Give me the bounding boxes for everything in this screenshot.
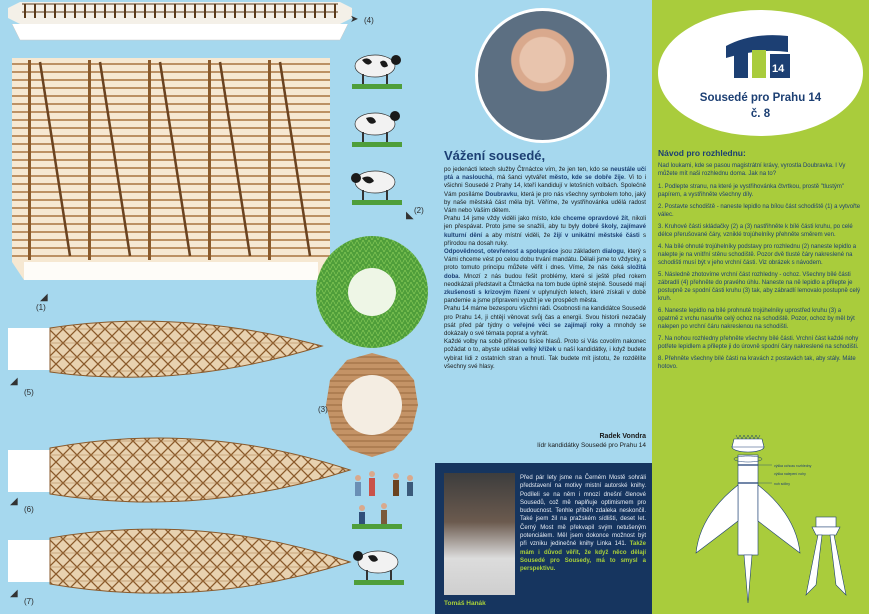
cow-figure	[351, 171, 402, 205]
instructions-title: Návod pro rozhlednu:	[658, 148, 746, 158]
diagram-label-legs: noh sdílny	[774, 482, 790, 486]
assembly-diagram	[660, 425, 860, 611]
scissors-arrow-icon: ➤	[350, 14, 359, 25]
letter-body	[444, 166, 646, 371]
logo-number: 14	[772, 63, 785, 75]
cow-figure	[353, 551, 404, 585]
people-figures	[352, 471, 413, 529]
signature-role: lídr kandidátky Sousedé pro Prahu 14	[537, 442, 646, 449]
piece-label-6: (6)	[24, 505, 34, 514]
testimonial-photo	[444, 473, 515, 595]
cow-figure	[352, 111, 402, 147]
letter-paragraph: po jedenácti letech služby Čtrnáctce vím, že jen ten, kdo se neustále učí ptá a naslouchá, má šanci vytvářet město, kde se dobře žije. Vi to i všichni Sousedé z Prahy 14, kteří kandidují v letošních volbách. Společně Vám posíláme Doubravku, která je pro nás všechny symbolem toho, jaký by naše městská část měla být. Věříme, že vystřihovánka udělá radost Vám nebo Vašim dětem.	[444, 166, 646, 215]
diagram-label-upper: výška ochozu rozhledny	[774, 464, 812, 468]
letter-paragraph: Každé volby na sobě přinesou tisíce hlasů. Proto si Vás covolím nakonec požádat o to, abyste udělali velký křížek u naší kandidátky, i když budete vybírat lidi z ostatních stran a hnutí. Tak budete mít jistotu, že rozdělíte všechny své hlasy.	[444, 338, 646, 370]
scissors-arrow-icon: ◢	[10, 376, 18, 387]
railing-piece	[8, 2, 352, 40]
scissors-arrow-icon: ◢	[10, 496, 18, 507]
instruction-step: 6. Naneste lepidlo na bílé prohnuté trojúhelníky uprostřed kruhu (3) a opatrně z vrchu nasuňte celý ochoz na schodiště. Pozor, ochoz by měl být nalepen po vrchní čáru nakreslenou na schodišti.	[658, 308, 855, 330]
logo-title: Sousedé pro Prahu 14	[699, 92, 822, 104]
piece-label-5: (5)	[24, 388, 34, 397]
letter-paragraph: Odpovědnost, otevřenost a spolupráce jsou základem dialogu, který s Vámi chceme vést po celou dobu trvání mandátu. Dělali jsme to vždycky, a proto tomuto principu můžete věřit i dnes. Víme, že nás čeká složitá doba. Mnozí z nás budou řešit problémy, které si ještě před rokem neodkázali představit a Čtrnáctka na tom bude úplně stejně. Sousedé mají zkušenosti s krizovým řízení v uplynulých letech, které získali v době pandemie a jsme připraveni využít je ve prospěch města.	[444, 248, 646, 305]
piece-label-1: (1)	[36, 303, 46, 312]
leg-piece-7	[8, 529, 350, 593]
instruction-step: 1. Podlepte stranu, na které je vystřihovánka čtvrtkou, prostě "tlustým" papírem, a vystřihněte všechny díly.	[658, 184, 845, 198]
leg-piece-6	[8, 438, 350, 502]
platform-ring	[326, 353, 418, 457]
portrait-photo	[475, 8, 610, 143]
base-ring	[316, 236, 428, 348]
instruction-step: 5. Následně zhotovíme vrchní část rozhledny - ochoz. Všechny bílé části zábradlí (4) přehněte do pravého úhlu. Naneste na ně lepidlo a přilepte je postupně ze spodní části kruhu (3) tak, aby zábradlí lemovalo postupně celý kruh.	[658, 272, 861, 302]
signature-name: Radek Vondra	[599, 433, 646, 440]
logo-mark	[722, 28, 792, 80]
letter-title: Vážení sousedé,	[444, 148, 546, 163]
scissors-arrow-icon: ◣	[406, 210, 414, 221]
testimonial-text: Před pár lety jsme na Černém Mostě sohráli představení na motivy mistní autorské knihy. Podíleli se na něm i mnozí dnešní členové Sousedů, což mě naplňuje optimismem pro budoucnost. Tenhle příběh zdaleka neskončil. Také jsem žil na pražském sídlišti, deset let. Černý Most mě překvapil svým netušeným potenciálem. Měl jsem dokonce možnost být při vzniku jedinečné knihy Linka 141. Takže mám i důvod věřit, že když něco dělají Sousedé pro Sousedy, má to smysl a perspektivu.	[520, 475, 646, 573]
piece-label-3: (3)	[318, 405, 328, 414]
signature	[500, 432, 646, 450]
cow-figure	[352, 55, 402, 89]
instruction-step: 2. Postavte schodiště - naneste lepidlo na bílou část schodiště (1) a vytvořte válec.	[658, 204, 861, 218]
piece-label-7: (7)	[24, 597, 34, 606]
instruction-step: 7. Na nohou rozhledny přehněte všechny bílé části. Vrchní část každé nohy potřete lepidlem a přilepte ji do úrovně spodní čáry nakreslené na schodišti.	[658, 336, 859, 350]
piece-label-2: (2)	[414, 206, 424, 215]
instructions-steps	[658, 183, 861, 375]
instruction-step: 8. Přehněte všechny bílé části na kravách z postavách tak, aby stály. Máte hotovo.	[658, 356, 856, 370]
piece-label-4: (4)	[364, 16, 374, 25]
scissors-arrow-icon: ◢	[40, 292, 48, 303]
instruction-step: 4. Na bílé ohnuté trojúhelníky podstavy pro rozhlednu (2) naneste lepidlo a nalepte je na vnitřní stěnu schodiště. Pozor dvě tlusté čáry nakreslené na schodišti musí být v jeho vrchní části. Viz obrázek s návodem.	[658, 244, 857, 266]
scissors-arrow-icon: ◢	[10, 588, 18, 599]
staircase-piece	[12, 58, 330, 280]
letter-paragraph: Prahu 14 jsme vždy viděli jako místo, kde chceme opravdové žít, nikoli jen přespávat. Proto jsme se snažili, aby tu byly dobré školy, zajímavé kulturní dění a aby místní viděli, že žijí v unikátní městské části s přírodou na dosah ruky.	[444, 215, 647, 247]
diagram-label-lower: výška nalepení nohy	[774, 472, 806, 476]
issue-number: č. 8	[750, 108, 771, 120]
instructions-intro: Nad loukami, kde se pasou magistrátní krávy, vyrostla Doubravka. I Vy můžete mít naši rozhlednu doma. Jak na to?	[658, 163, 846, 177]
leg-piece-5	[8, 321, 322, 377]
instruction-step: 3. Kruhové části skládačky (2) a (3) nastřihněte k bílé části kruhu, po celé délce přerušované čáry, vzniklé trojúhelníky přehněte směrem ven.	[658, 224, 853, 238]
letter-paragraph: Prahu 14 máme bezesporu všichni rádi. Osobnosti na kandidátce Sousedé pro Prahu 14, ji chtějí věnovat svůj čas a energii. Svou historii nezačaly psát před pár týdny o veřejné věci se zajímají roky a mnohdy se dokázaly o své témata poprat a vyhrát.	[444, 305, 646, 338]
testimonial-name: Tomáš Hanák	[444, 600, 486, 607]
